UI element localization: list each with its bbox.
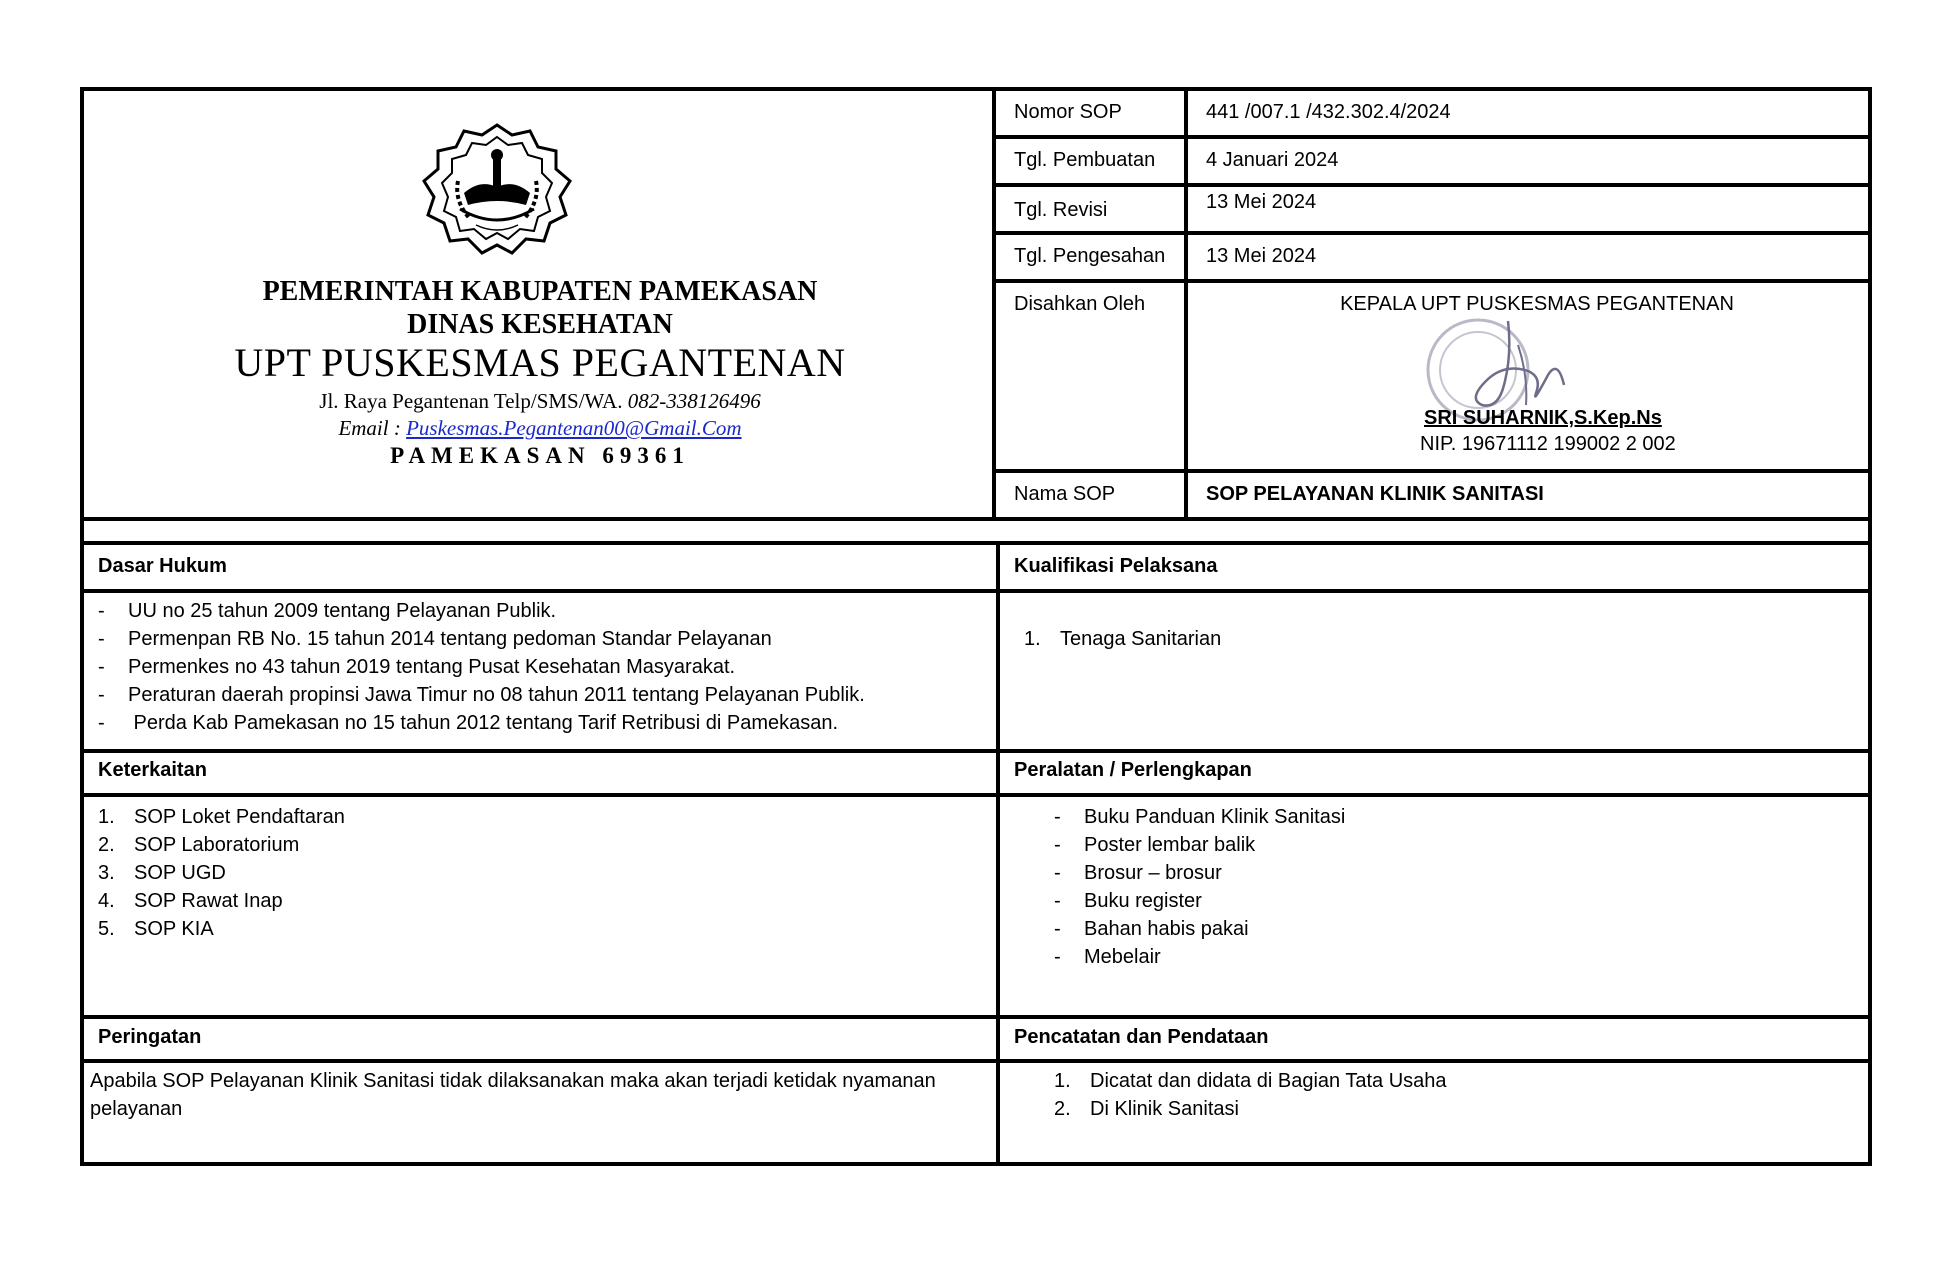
list-item-text: Perda Kab Pamekasan no 15 tahun 2012 tentang Tarif Retribusi di Pamekasan. [128,712,839,734]
column-divider [996,545,1000,1162]
list-item: - Brosur – brosur [1054,862,1222,884]
row-divider [84,589,1868,593]
list-item: - Bahan habis pakai [1054,918,1249,940]
peringatan-text [90,1067,936,1123]
list-item-text: Tenaga Sanitarian [1060,628,1222,650]
list-item: - Permenkes no 43 tahun 2019 tentang Pusat Kesehatan Masyarakat. [98,656,736,678]
row-divider [84,1059,1868,1063]
meta-row-disahkan [996,283,1868,473]
list-item-text: SOP Rawat Inap [134,890,283,912]
letterhead-city: PAMEKASAN 69361 [390,443,690,468]
section-title-dasar-hukum: Dasar Hukum [98,555,227,577]
list-item-text: Permenkes no 43 tahun 2019 tentang Pusat Kesehatan Masyarakat. [128,656,736,678]
section-title-keterkaitan: Keterkaitan [98,759,207,781]
list-item-text: Brosur – brosur [1084,862,1222,884]
meta-row-nama [996,473,1868,517]
meta-value: 4 Januari 2024 [1206,149,1339,171]
list-item: 2. Di Klinik Sanitasi [1054,1098,1239,1120]
letterhead-government: PEMERINTAH KABUPATEN PAMEKASAN [262,276,818,307]
meta-row-nomor [996,91,1868,139]
sop-name: SOP PELAYANAN KLINIK SANITASI [1206,483,1544,505]
meta-label: Disahkan Oleh [996,283,1188,469]
email-label: Email : [338,416,407,440]
letterhead-institution: UPT PUSKESMAS PEGANTENAN [234,340,846,385]
list-item-text: SOP Loket Pendaftaran [134,806,345,828]
meta-row-revisi [996,187,1868,235]
list-item: 1. SOP Loket Pendaftaran [98,806,345,828]
list-item-text: Bahan habis pakai [1084,918,1249,940]
section-title-pencatatan: Pencatatan dan Pendataan [1014,1026,1269,1048]
meta-value: 13 Mei 2024 [1206,245,1317,267]
meta-label: Tgl. Revisi [996,187,1188,231]
sop-meta-table [996,91,1868,517]
list-item-text: Permenpan RB No. 15 tahun 2014 tentang pedoman Standar Pelayanan [128,628,772,650]
peralatan-list [1054,803,1345,971]
meta-label: Nomor SOP [996,91,1188,135]
list-item: 5. SOP KIA [98,918,214,940]
regency-emblem-icon [420,121,574,261]
email-link[interactable]: Puskesmas.Pegantenan00@Gmail.Com [406,416,742,440]
list-item-text: Poster lembar balik [1084,834,1256,856]
list-item-text: UU no 25 tahun 2009 tentang Pelayanan Publik. [128,600,557,622]
meta-row-pengesahan [996,235,1868,283]
letterhead-email [84,416,996,441]
list-item-text: Peraturan daerah propinsi Jawa Timur no 08 tahun 2011 tentang Pelayanan Publik. [128,684,865,706]
letterhead-department: DINAS KESEHATAN [407,309,673,340]
list-item-text: Mebelair [1084,946,1161,968]
meta-value: 13 Mei 2024 [1206,191,1317,213]
section-title-kualifikasi: Kualifikasi Pelaksana [1014,555,1218,577]
list-item-text: Di Klinik Sanitasi [1090,1098,1239,1120]
list-item-text: Buku Panduan Klinik Sanitasi [1084,806,1346,828]
row-divider [84,1015,1868,1019]
list-item: 4. SOP Rawat Inap [98,890,283,912]
row-divider [84,793,1868,797]
list-item-text: Buku register [1084,890,1202,912]
sop-document [80,87,1872,1166]
list-item: 1. Dicatat dan didata di Bagian Tata Usaha [1054,1070,1447,1092]
list-item: - Peraturan daerah propinsi Jawa Timur no 08 tahun 2011 tentang Pelayanan Publik. [98,684,865,706]
row-divider [84,749,1868,753]
list-item-text: Dicatat dan didata di Bagian Tata Usaha [1090,1070,1447,1092]
peringatan-line: pelayanan [90,1098,183,1120]
meta-label: Tgl. Pembuatan [996,139,1188,183]
list-item-text: SOP UGD [134,862,226,884]
list-item: - Permenpan RB No. 15 tahun 2014 tentang pedoman Standar Pelayanan [98,628,772,650]
list-item: - Perda Kab Pamekasan no 15 tahun 2012 tentang Tarif Retribusi di Pamekasan. [98,712,839,734]
list-item: 1. Tenaga Sanitarian [1024,628,1222,650]
list-item: - Buku Panduan Klinik Sanitasi [1054,806,1346,828]
signer-nip: NIP. 19671112 199002 2 002 [1420,433,1676,455]
letterhead-address [84,389,996,414]
address-text: Jl. Raya Pegantenan Telp/SMS/WA. [319,389,628,413]
list-item: 3. SOP UGD [98,862,226,884]
section-title-peringatan: Peringatan [98,1026,202,1048]
letterhead [84,91,996,517]
signer-name: SRI SUHARNIK,S.Kep.Ns [1424,407,1662,429]
list-item-text: SOP KIA [134,918,214,940]
kualifikasi-list [1024,625,1221,653]
list-item: - Buku register [1054,890,1202,912]
list-item: - Mebelair [1054,946,1161,968]
list-item: - UU no 25 tahun 2009 tentang Pelayanan Publik. [98,600,557,622]
phone-number: 082-338126496 [627,389,761,413]
keterkaitan-list [98,803,345,943]
approval-cell [1188,283,1868,469]
section-title-peralatan: Peralatan / Perlengkapan [1014,759,1252,781]
sop-sections-grid [80,541,1872,1166]
meta-label: Nama SOP [996,473,1188,517]
dasar-hukum-list [98,597,865,737]
pencatatan-list [1054,1067,1447,1123]
meta-label: Tgl. Pengesahan [996,235,1188,279]
peringatan-line: Apabila SOP Pelayanan Klinik Sanitasi tidak dilaksanakan maka akan terjadi ketidak nyamanan [90,1070,936,1092]
sop-header [80,87,1872,521]
list-item-text: SOP Laboratorium [134,834,300,856]
list-item: - Poster lembar balik [1054,834,1256,856]
list-item: 2. SOP Laboratorium [98,834,300,856]
meta-value: 441 /007.1 /432.302.4/2024 [1206,101,1451,123]
meta-row-pembuatan [996,139,1868,187]
approver-title: KEPALA UPT PUSKESMAS PEGANTENAN [1340,293,1734,315]
